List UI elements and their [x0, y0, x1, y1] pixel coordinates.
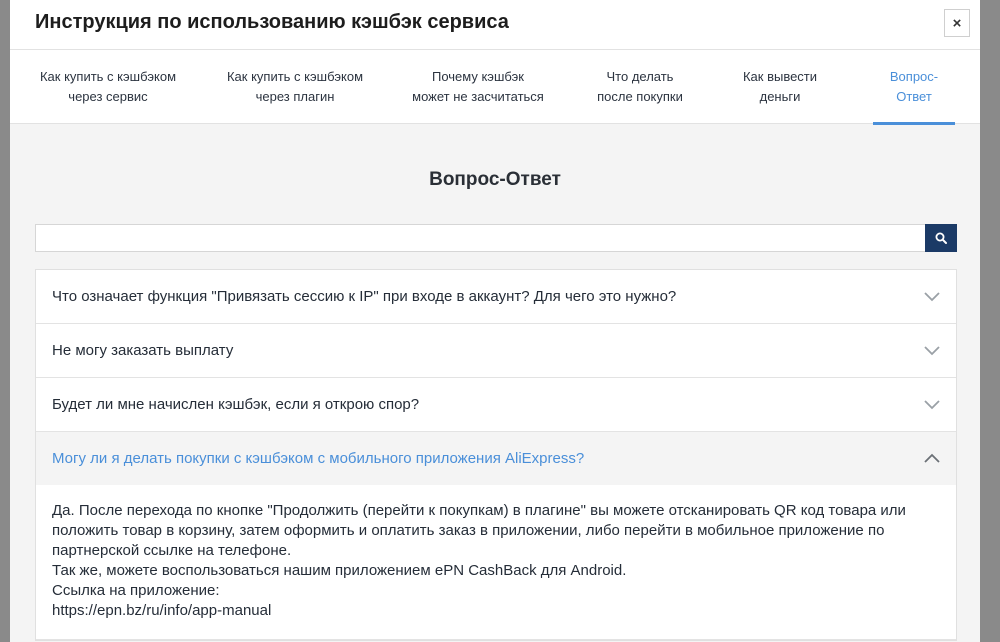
chevron-down-icon: [922, 395, 942, 415]
tab-buy-via-plugin[interactable]: [215, 50, 375, 124]
tab-label: Как вывести деньги: [742, 69, 818, 104]
faq-question[interactable]: [36, 324, 956, 377]
faq-item: [36, 378, 956, 432]
section-title: Вопрос-Ответ: [429, 169, 561, 190]
tab-bar: [10, 50, 980, 124]
faq-answer-text: Ссылка на приложение:: [52, 582, 220, 599]
tab-label: Вопрос-Ответ: [889, 69, 939, 104]
faq-answer-text: Так же, можете воспользоваться нашим приложением ePN CashBack для Android.: [52, 562, 627, 579]
modal-header: [10, 0, 980, 50]
faq-item-expanded: [36, 432, 956, 640]
search-icon: [935, 232, 947, 244]
faq-question-text: Не могу заказать выплату: [52, 342, 234, 359]
faq-question-text: Будет ли мне начислен кэшбэк, если я открою спор?: [52, 396, 420, 413]
chevron-down-icon: [922, 341, 942, 361]
tab-faq[interactable]: [873, 50, 955, 124]
chevron-up-icon: [922, 449, 942, 469]
faq-item: [36, 270, 956, 324]
chevron-down-icon: [922, 287, 942, 307]
tab-label: Как купить с кэшбэком через плагин: [226, 69, 364, 104]
tab-label: Почему кэшбэк может не засчитаться: [412, 69, 544, 104]
faq-question[interactable]: [36, 432, 956, 485]
faq-answer: [36, 485, 956, 639]
faq-answer-text: Да. После перехода по кнопке "Продолжить (перейти к покупкам) в плагине" вы можете отсканировать QR код товара или положить товар в корзину, затем оформить и оплатить заказ в приложении, либо перейти в мобильное приложение по партнерской ссылке на телефоне.: [52, 502, 906, 559]
faq-list: [35, 269, 957, 641]
faq-question-text: Что означает функция "Привязать сессию к IP" при входе в аккаунт? Для чего это нужно?: [52, 288, 677, 305]
app-manual-link[interactable]: https://epn.bz/ru/info/app-manual: [52, 602, 272, 619]
search-bar: [35, 224, 957, 252]
tab-label: Как купить с кэшбэком через сервис: [39, 69, 177, 104]
tab-withdraw-money[interactable]: [728, 50, 832, 124]
faq-question-text: Могу ли я делать покупки с кэшбэком с мобильного приложения AliExpress?: [52, 450, 585, 467]
faq-item: [36, 324, 956, 378]
search-input[interactable]: [35, 224, 925, 252]
tab-why-not-counted[interactable]: [403, 50, 553, 124]
tab-buy-via-service[interactable]: [28, 50, 188, 124]
tab-after-purchase[interactable]: [582, 50, 698, 124]
tab-label: Что делать после покупки: [597, 69, 683, 104]
close-button[interactable]: [944, 9, 970, 37]
close-icon: ×: [952, 14, 962, 32]
modal-title: Инструкция по использованию кэшбэк сервиса: [35, 11, 509, 33]
faq-question[interactable]: [36, 270, 956, 323]
faq-question[interactable]: [36, 378, 956, 431]
search-button[interactable]: [925, 224, 957, 252]
instruction-modal: [10, 0, 980, 642]
